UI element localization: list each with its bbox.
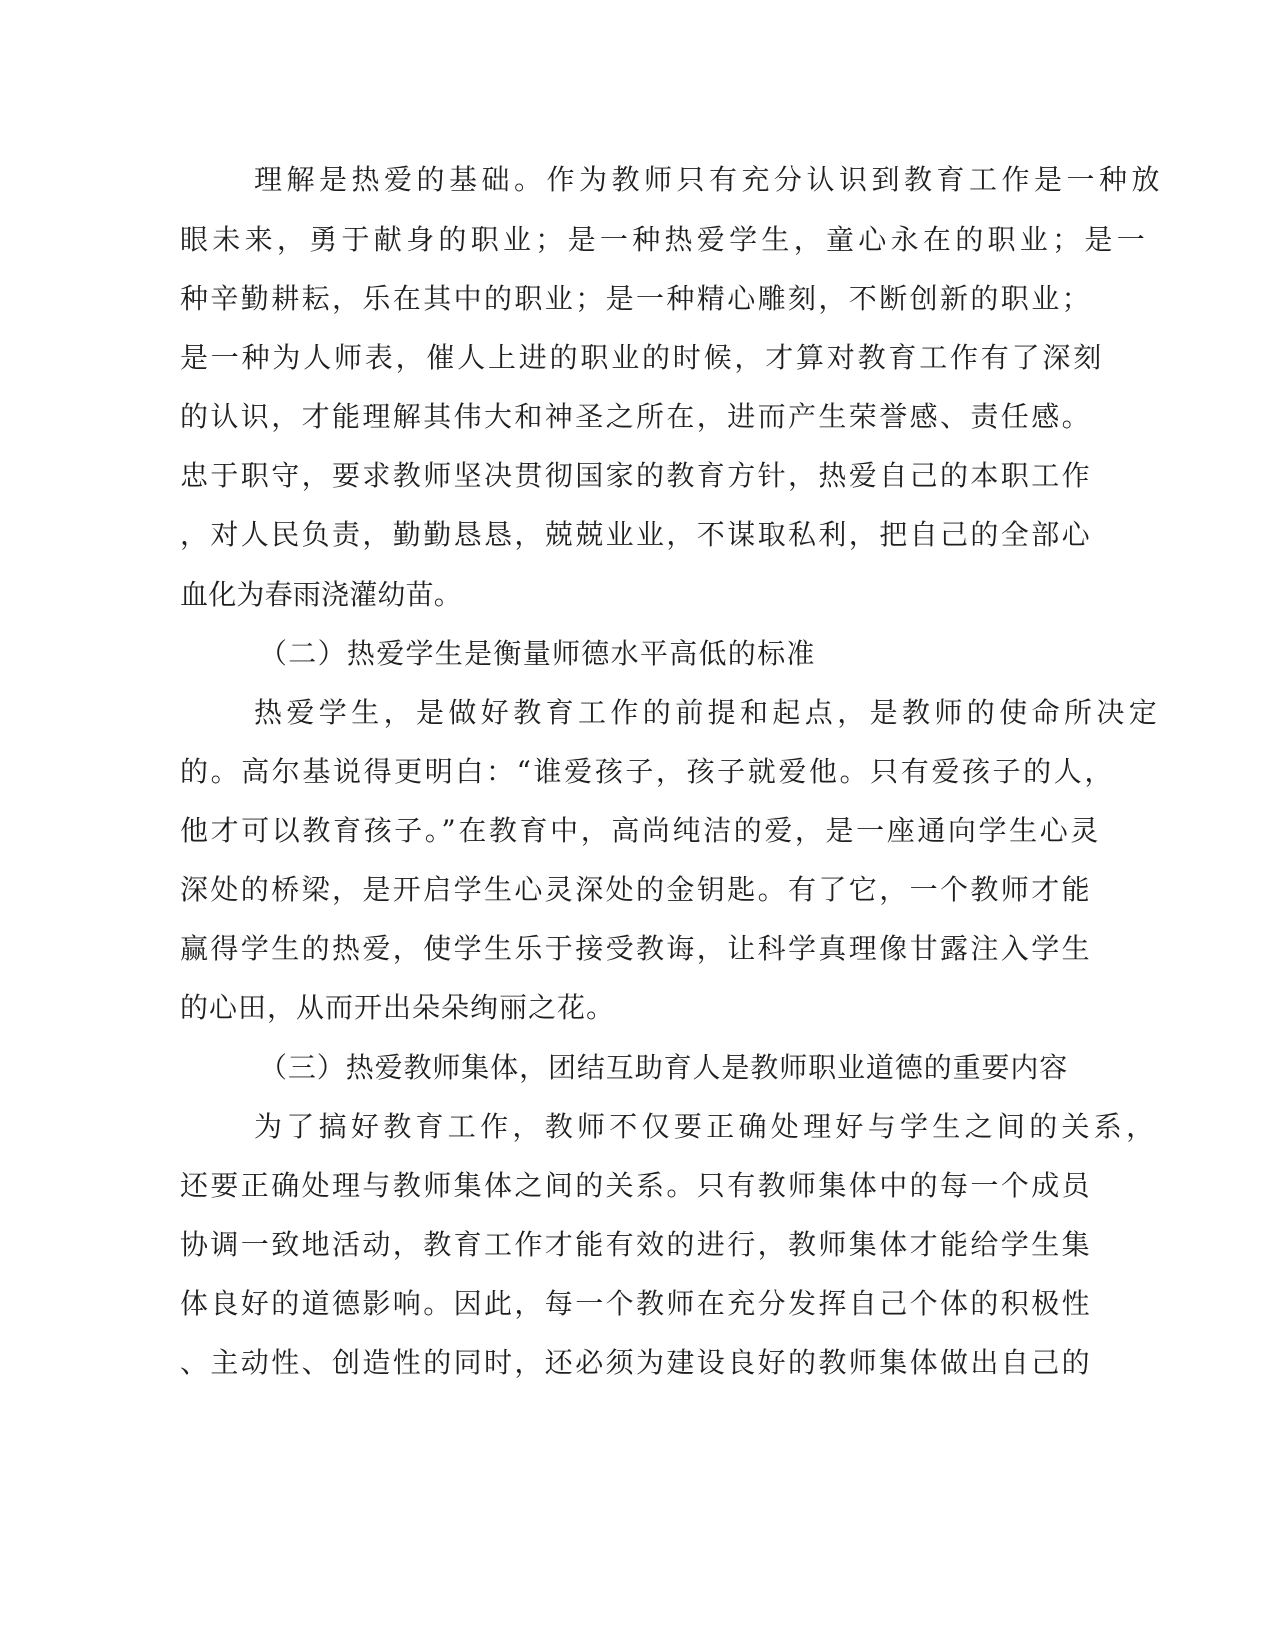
paragraph-line: 是一种为人师表，催人上进的职业的时候，才算对教育工作有了深刻 <box>180 341 1105 374</box>
section-heading: （三）热爱教师集体，团结互助育人是教师职业道德的重要内容 <box>259 1051 1069 1084</box>
paragraph-line: 深处的桥梁，是开启学生心灵深处的金钥匙。有了它，一个教师才能 <box>180 873 1093 906</box>
paragraph-line: 种辛勤耕耘，乐在其中的职业；是一种精心雕刻，不断创新的职业； <box>180 282 1093 315</box>
paragraph-line: 他才可以教育孩子。”在教育中，高尚纯洁的爱，是一座通向学生心灵 <box>180 814 1101 847</box>
paragraph-line: 为了搞好教育工作，教师不仅要正确处理好与学生之间的关系， <box>254 1110 1159 1143</box>
paragraph-line: 血化为春雨浇灌幼苗。 <box>180 578 463 611</box>
paragraph-line: 眼未来，勇于献身的职业；是一种热爱学生，童心永在的职业；是一 <box>180 223 1150 256</box>
paragraph-line: 的。高尔基说得更明白：“谁爱孩子，孩子就爱他。只有爱孩子的人， <box>180 755 1115 788</box>
paragraph-line: 、主动性、创造性的同时，还必须为建设良好的教师集体做出自己的 <box>180 1346 1093 1379</box>
paragraph-line: 还要正确处理与教师集体之间的关系。只有教师集体中的每一个成员 <box>180 1169 1093 1202</box>
paragraph-line: ，对人民负责，勤勤恳恳，兢兢业业，不谋取私利，把自己的全部心 <box>180 518 1093 551</box>
paragraph-line: 协调一致地活动，教育工作才能有效的进行，教师集体才能给学生集 <box>180 1228 1093 1261</box>
paragraph-line: 忠于职守，要求教师坚决贯彻国家的教育方针，热爱自己的本职工作 <box>180 459 1093 492</box>
paragraph-line: 赢得学生的热爱，使学生乐于接受教诲，让科学真理像甘露注入学生 <box>180 932 1093 965</box>
paragraph-line: 理解是热爱的基础。作为教师只有充分认识到教育工作是一种放 <box>254 163 1165 196</box>
paragraph-line: 体良好的道德影响。因此，每一个教师在充分发挥自己个体的积极性 <box>180 1287 1093 1320</box>
paragraph-line: 热爱学生，是做好教育工作的前提和起点，是教师的使命所决定 <box>254 696 1162 729</box>
paragraph-line: 的心田，从而开出朵朵绚丽之花。 <box>180 991 616 1024</box>
section-heading: （二）热爱学生是衡量师德水平高低的标准 <box>259 637 816 670</box>
paragraph-line: 的认识，才能理解其伟大和神圣之所在，进而产生荣誉感、责任感。 <box>180 400 1093 433</box>
